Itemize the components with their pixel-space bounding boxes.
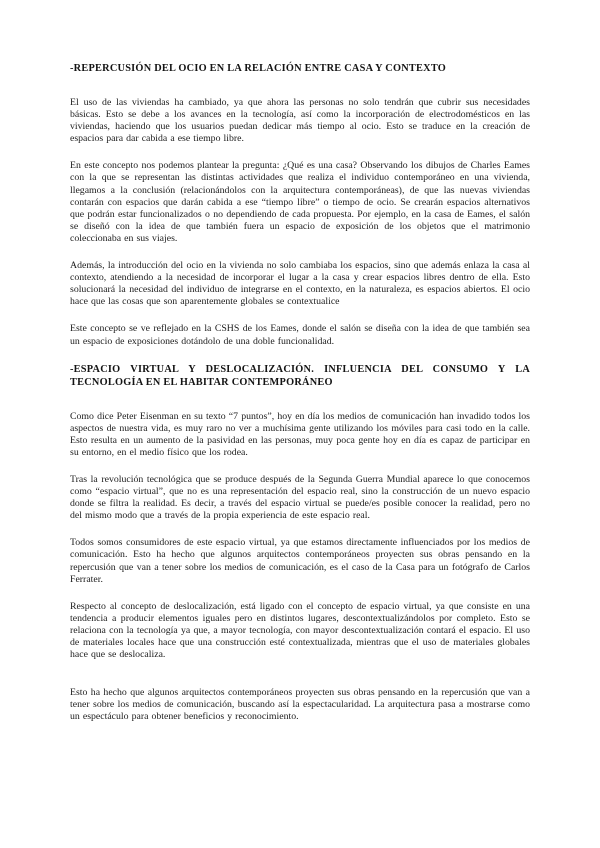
paragraph: En este concepto nos podemos plantear la pregunta: ¿Qué es una casa? Observando los dibujos de Charles Eames con la que se representan las distintas actividades que realiza el individuo contemporáneo en una vivienda, llegamos a la conclusión (relacionándolos con la arquitectura contemporáneas), de que las nuevas viviendas contarán con espacios que darán cabida a ese “tiempo libre” o tiempo de ocio. Se crearán espacios alternativos que podrán estar funcionalizados o no dependiendo de cada propuesta. Por ejemplo, en la casa de Eames, el salón se diseñó con la idea de que también fuera un espacio de exposición de los objetos que el matrimonio coleccionaba en sus viajes. xyxy=(70,160,530,244)
paragraph: El uso de las viviendas ha cambiado, ya que ahora las personas no solo tendrán que cubrir sus necesidades básicas. Esto se debe a los avances en la tecnología, así como la incorporación de electrodomésticos en las viviendas, haciendo que los usuarios puedan dedicar más tiempo al ocio. Esto se traduce en la creación de espacios para dar cabida a ese tiempo libre. xyxy=(70,97,530,145)
paragraph: Todos somos consumidores de este espacio virtual, ya que estamos directamente influenciados por los medios de comunicación. Esto ha hecho que algunos arquitectos contemporáneos proyecten sus obras pensando en la repercusión que van a tener sobre los medios de comunicación, es el caso de la Casa para un fotógrafo de Carlos Ferrater. xyxy=(70,537,530,585)
paragraph: Este concepto se ve reflejado en la CSHS de los Eames, donde el salón se diseña con la idea de que también sea un espacio de exposiciones dotándolo de una doble funcionalidad. xyxy=(70,323,530,347)
section-espacio-virtual xyxy=(70,363,530,724)
section-heading-ocio: -REPERCUSIÓN DEL OCIO EN LA RELACIÓN ENTRE CASA Y CONTEXTO xyxy=(70,63,447,74)
paragraph: Respecto al concepto de deslocalización, está ligado con el concepto de espacio virtual, ya que consiste en una tendencia a producir elementos iguales pero en distintos lugares, descontextualizándolos por completo. Esto se relaciona con la tecnología ya que, a mayor tecnología, con mayor descontextualización contará el espacio. El uso de materiales locales hace que una construcción esté contextualizada, mientras que el uso de materiales globales hace que se deslocaliza. xyxy=(70,600,530,661)
paragraph: Como dice Peter Eisenman en su texto “7 puntos”, hoy en día los medios de comunicación han invadido todos los aspectos de nuestra vida, es muy raro no ver a muchísima gente utilizando los móviles para casi todo en la calle. Esto resulta en un aumento de la pasividad en las personas, muy poca gente hoy en día es capaz de participar en su entorno, en el medio físico que los rodea. xyxy=(70,410,530,458)
section-heading-espacio-virtual: -ESPACIO VIRTUAL Y DESLOCALIZACIÓN. INFLUENCIA DEL CONSUMO Y LA TECNOLOGÍA EN EL HABITAR CONTEMPORÁNEO xyxy=(70,363,530,388)
paragraph: Tras la revolución tecnológica que se produce después de la Segunda Guerra Mundial aparece lo que conocemos como “espacio virtual”, que no es una representación del espacio real, sino la construcción de un nuevo espacio donde se filtra la realidad. Es decir, a través del espacio virtual se puede/es posible conocer la realidad, pero no del mismo modo que a través de la propia experiencia de este espacio real. xyxy=(70,473,530,522)
section-ocio-casa-contexto xyxy=(70,62,530,348)
paragraph: Esto ha hecho que algunos arquitectos contemporáneos proyecten sus obras pensando en la repercusión que van a tener sobre los medios de comunicación, buscando así la espectacularidad. La arquitectura pasa a mostrarse como un espectáculo para obtener beneficios y reconocimiento. xyxy=(70,687,530,723)
paragraph: Además, la introducción del ocio en la vivienda no solo cambiaba los espacios, sino que además enlaza la casa al contexto, atendiendo a la necesidad de incorporar el lugar a la casa y crear espacios libres dentro de ella. Esto solucionará la necesidad del individuo de integrarse en el contexto, en la naturaleza, es espacios abiertos. El ocio hace que las cosas que son aparentemente globales se contextualice xyxy=(70,260,530,308)
